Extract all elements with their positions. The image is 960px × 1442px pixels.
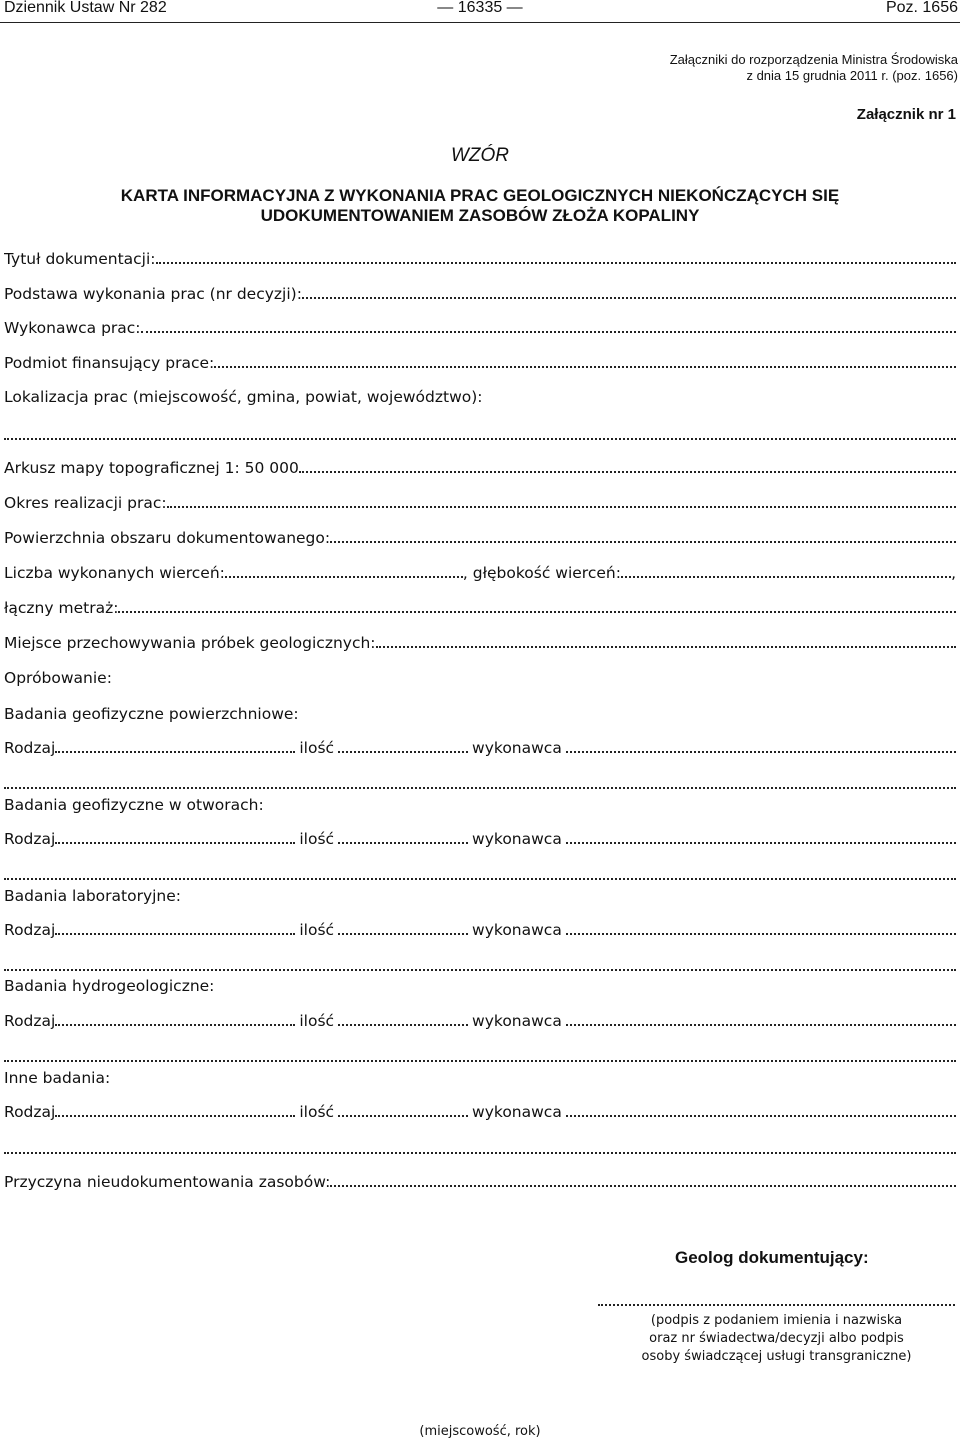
position-number: Poz. 1656 — [885, 0, 958, 16]
field-financing — [4, 354, 956, 378]
section-surface-geophysics — [4, 705, 956, 729]
field-label: Lokalizacja prac (miejscowość, gmina, powiat, województwo): — [4, 388, 483, 406]
research-row — [4, 830, 956, 854]
fill-line[interactable] — [4, 878, 956, 880]
type-label: Rodzaj — [4, 1012, 56, 1030]
annex-note-line2: z dnia 15 grudnia 2011 r. (poz. 1656) — [746, 68, 958, 83]
contractor-label: wykonawca — [472, 921, 562, 939]
fill-line[interactable] — [338, 933, 468, 935]
research-row — [4, 739, 956, 763]
field-label: Liczba wykonanych wierceń: — [4, 564, 225, 582]
field-total-meters — [4, 599, 956, 623]
field-label: Okres realizacji prac: — [4, 494, 167, 512]
field-period — [4, 494, 956, 518]
template-label: WZÓR — [450, 145, 510, 166]
document-title-line2: UDOKUMENTOWANIEM ZASOBÓW ZŁOŻA KOPALINY — [260, 206, 700, 225]
fill-line[interactable] — [566, 842, 956, 844]
journal-name: Dziennik Ustaw Nr 282 — [4, 0, 167, 16]
field-reason — [4, 1173, 956, 1197]
fill-line[interactable] — [566, 933, 956, 935]
type-label: Rodzaj — [4, 739, 56, 757]
field-label: Tytuł dokumentacji: — [4, 250, 156, 268]
field-boreholes — [4, 564, 956, 588]
field-map-sheet — [4, 459, 956, 483]
signature-note-line1: (podpis z podaniem imienia i nazwiska — [650, 1313, 903, 1328]
fill-line[interactable] — [338, 751, 468, 753]
field-sampling — [4, 669, 956, 693]
fill-line[interactable] — [55, 1115, 295, 1117]
fill-line[interactable] — [338, 1024, 468, 1026]
field-contractor — [4, 319, 956, 343]
field-label: Podmiot finansujący prace: — [4, 354, 215, 372]
quantity-label: ilość — [299, 830, 335, 848]
type-label: Rodzaj — [4, 830, 56, 848]
field-label: łączny metraż: — [4, 599, 119, 617]
fill-line-location[interactable] — [4, 438, 956, 440]
field-label: Przyczyna nieudokumentowania zasobów: — [4, 1173, 331, 1191]
type-label: Rodzaj — [4, 1103, 56, 1121]
signature-note-line3: osoby świadczącej usługi transgraniczne) — [641, 1349, 912, 1364]
comma: , — [951, 564, 956, 582]
quantity-label: ilość — [299, 921, 335, 939]
field-label: , głębokość wierceń: — [462, 564, 621, 582]
field-area — [4, 529, 956, 553]
field-label: Miejsce przechowywania próbek geologicznych: — [4, 634, 376, 652]
fill-line[interactable] — [566, 751, 956, 753]
contractor-label: wykonawca — [472, 739, 562, 757]
fill-line[interactable] — [156, 262, 957, 264]
section-title: Badania geofizyczne powierzchniowe: — [4, 705, 299, 723]
field-label: Arkusz mapy topograficznej 1: 50 000 — [4, 459, 299, 477]
geologist-title: Geolog dokumentujący: — [675, 1248, 869, 1267]
signature-note-line2: oraz nr świadectwa/decyzji albo podpis — [649, 1331, 904, 1346]
research-row — [4, 921, 956, 945]
type-label: Rodzaj — [4, 921, 56, 939]
document-title-line1: KARTA INFORMACYJNA Z WYKONANIA PRAC GEOLOGICZNYCH NIEKOŃCZĄCYCH SIĘ — [120, 186, 840, 205]
fill-line[interactable] — [566, 1115, 956, 1117]
contractor-label: wykonawca — [472, 1012, 562, 1030]
quantity-label: ilość — [299, 1012, 335, 1030]
annex-note-line1: Załączniki do rozporządzenia Ministra Środowiska — [669, 52, 958, 67]
fill-line[interactable] — [4, 969, 956, 971]
section-other — [4, 1069, 956, 1093]
fill-line[interactable] — [299, 471, 956, 473]
contractor-label: wykonawca — [472, 1103, 562, 1121]
section-title: Badania hydrogeologiczne: — [4, 977, 215, 995]
quantity-label: ilość — [299, 1103, 335, 1121]
fill-line[interactable] — [621, 576, 951, 578]
section-hydrogeology — [4, 977, 956, 1001]
fill-line[interactable] — [118, 611, 956, 613]
section-laboratory — [4, 887, 956, 911]
section-borehole-geophysics — [4, 796, 956, 820]
research-row — [4, 1012, 956, 1036]
fill-line[interactable] — [55, 1024, 295, 1026]
fill-line[interactable] — [376, 646, 956, 648]
fill-line[interactable] — [225, 576, 463, 578]
field-samples-storage — [4, 634, 956, 658]
research-row — [4, 1103, 956, 1127]
field-location — [4, 388, 956, 412]
signature-line[interactable] — [598, 1304, 955, 1306]
field-title-doc — [4, 250, 956, 274]
fill-line[interactable] — [566, 1024, 956, 1026]
place-year: (miejscowość, rok) — [419, 1424, 541, 1439]
section-title: Badania laboratoryjne: — [4, 887, 182, 905]
field-basis — [4, 285, 956, 309]
fill-line[interactable] — [141, 331, 956, 333]
section-title: Inne badania: — [4, 1069, 111, 1087]
fill-line[interactable] — [4, 787, 956, 789]
field-label: Opróbowanie: — [4, 669, 112, 687]
fill-line[interactable] — [55, 751, 295, 753]
header-rule — [0, 22, 960, 23]
contractor-label: wykonawca — [472, 830, 562, 848]
page-number: — 16335 — — [437, 0, 523, 16]
quantity-label: ilość — [299, 739, 335, 757]
section-title: Badania geofizyczne w otworach: — [4, 796, 264, 814]
fill-line[interactable] — [4, 1060, 956, 1062]
fill-line[interactable] — [338, 1115, 468, 1117]
field-label: Wykonawca prac: — [4, 319, 141, 337]
fill-line[interactable] — [338, 842, 468, 844]
annex-number: Załącznik nr 1 — [856, 106, 956, 123]
fill-line[interactable] — [167, 506, 956, 508]
fill-line[interactable] — [302, 297, 956, 299]
fill-line[interactable] — [4, 1152, 956, 1154]
field-label: Powierzchnia obszaru dokumentowanego: — [4, 529, 331, 547]
field-label: Podstawa wykonania prac (nr decyzji): — [4, 285, 302, 303]
fill-line[interactable] — [330, 541, 956, 543]
fill-line[interactable] — [55, 933, 295, 935]
fill-line[interactable] — [330, 1185, 956, 1187]
fill-line[interactable] — [214, 366, 956, 368]
fill-line[interactable] — [55, 842, 295, 844]
